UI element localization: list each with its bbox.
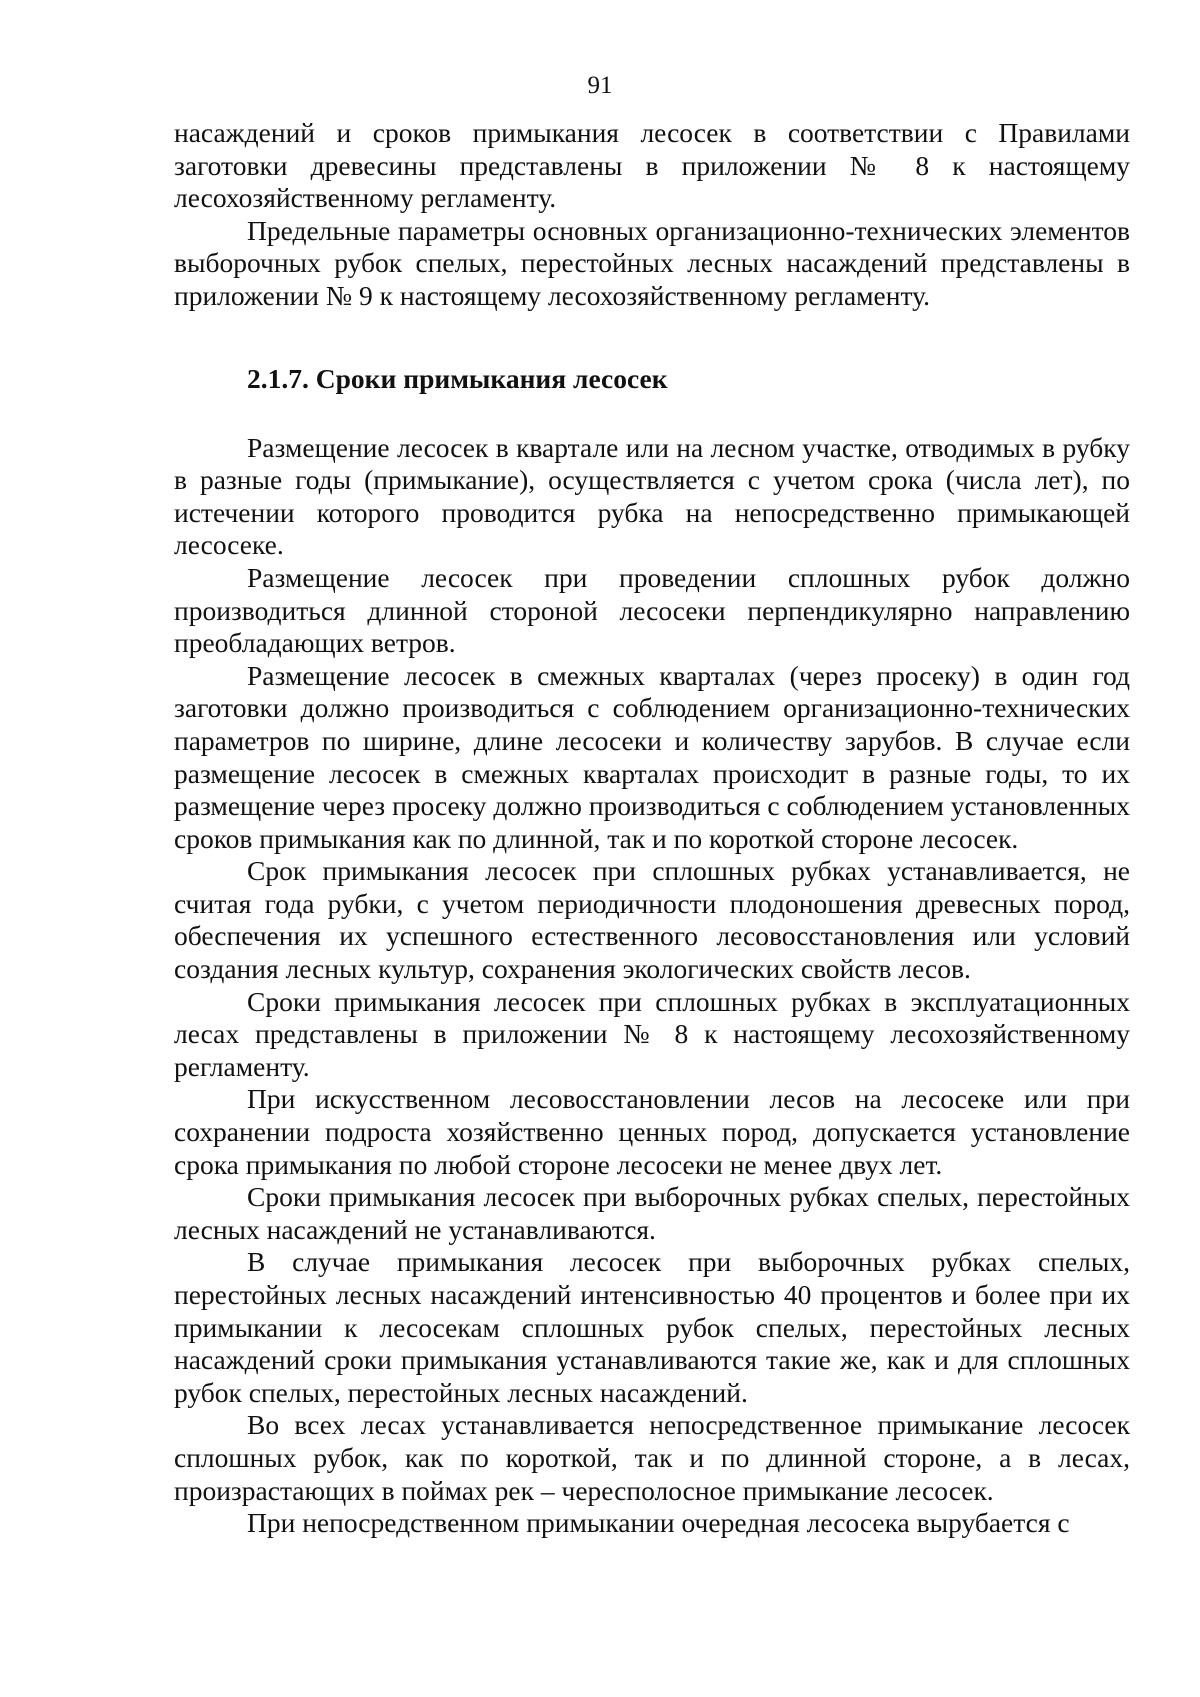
paragraph: Срок примыкания лесосек при сплошных рубках устанавливается, не считая года рубки, с учетом периодичности плодоношения древесных пород, обеспечения их успешного естественного лесовосстановления или условий создания лесных культур, сохранения экологических свойств лесов. [174,855,1130,985]
spacer [174,313,1130,362]
page-content [174,117,1130,1540]
spacer [174,395,1130,432]
paragraph: При непосредственном примыкании очередная лесосека вырубается с [247,1507,1070,1539]
section-heading: 2.1.7. Сроки примыкания лесосек [247,362,668,394]
page-number: 91 [587,72,613,99]
paragraph: При искусственном лесовосстановлении лесов на лесосеке или при сохранении подроста хозяйственно ценных пород, допускается установление срока примыкания по любой стороне лесосеки не менее двух лет. [174,1083,1130,1180]
paragraph: Сроки примыкания лесосек при выборочных рубках спелых, перестойных лесных насаждений не устанавливаются. [174,1181,1130,1245]
paragraph: Размещение лесосек в квартале или на лесном участке, отводимых в рубку в разные годы (примыкание), осуществляется с учетом срока (числа лет), по истечении которого проводится рубка на непосредственно примыкающей лесосеке. [174,431,1130,561]
paragraph: В случае примыкания лесосек при выборочных рубках спелых, перестойных лесных насаждений интенсивностью 40 процентов и более при их примыкании к лесосекам сплошных рубок спелых, перестойных лесных насаждений сроки примыкания устанавливаются такие же, как и для сплошных рубок спелых, перестойных лесных насаждений. [174,1246,1130,1408]
paragraph: Во всех лесах устанавливается непосредственное примыкание лесосек сплошных рубок, как по короткой, так и по длинной стороне, а в лесах, произрастающих в поймах рек – чересполосное примыкание лесосек. [174,1409,1130,1506]
paragraph: Сроки примыкания лесосек при сплошных рубках в эксплуатационных лесах представлены в приложении № 8 к настоящему лесохозяйственному регламенту. [174,985,1130,1082]
paragraph: Размещение лесосек в смежных кварталах (через просеку) в один год заготовки должно производиться с соблюдением организационно-технических параметров по ширине, длине лесосеки и количеству зарубов. В случае если размещение лесосек в смежных кварталах происходит в разные годы, то их размещение через просеку должно производиться с соблюдением установленных сроков примыкания как по длинной, так и по короткой стороне лесосек. [174,659,1130,854]
paragraph: Предельные параметры основных организационно-технических элементов выборочных рубок спелых, перестойных лесных насаждений представлены в приложении № 9 к настоящему лесохозяйственному регламенту. [174,214,1130,311]
paragraph: насаждений и сроков примыкания лесосек в соответствии с Правилами заготовки древесины представлены в приложении № 8 к настоящему лесохозяйственному регламенту. [174,117,1130,214]
paragraph: Размещение лесосек при проведении сплошных рубок должно производиться длинной стороной лесосеки перпендикулярно направлению преобладающих ветров. [174,561,1130,659]
